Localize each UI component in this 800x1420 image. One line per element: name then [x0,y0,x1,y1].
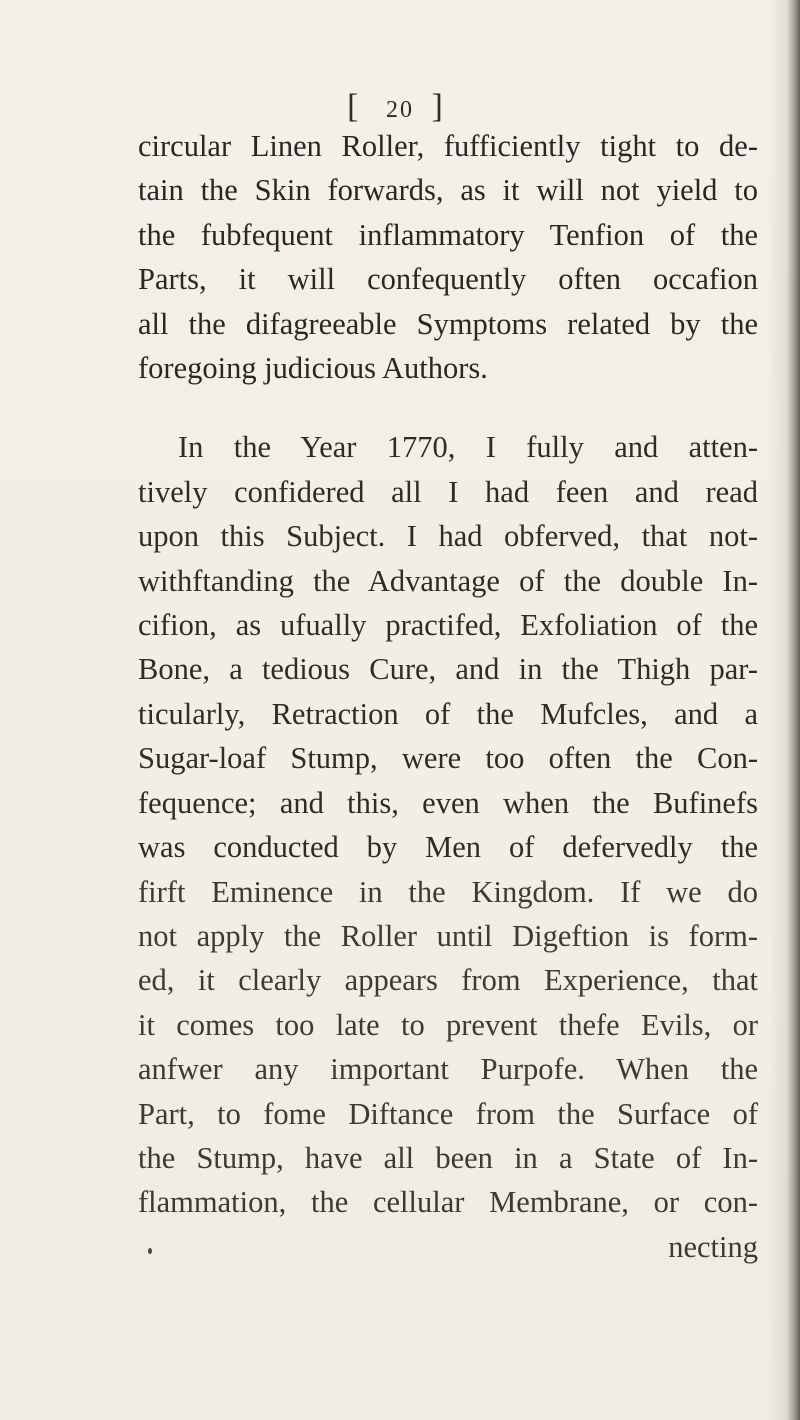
text-line: the Stump, have all been in a State of In- [138,1140,758,1175]
text-line: Part, to fome Diftance from the Surface of [138,1096,758,1131]
text-line: In the Year 1770, I fully and atten- [178,430,758,465]
text-line: Sugar-loaf Stump, were too often the Con- [138,741,758,776]
text-line: withftanding the Advantage of the double In- [138,563,758,598]
text-line: anfwer any important Purpofe. When the [138,1052,758,1087]
catchword: necting [668,1229,758,1264]
header-open-bracket: [ [347,88,369,125]
text-line: upon this Subject. I had obferved, that not- [138,519,758,554]
page-number: 20 [386,97,414,123]
paragraph-2 [138,425,758,1269]
page-header [0,88,800,126]
ink-speck [148,1248,152,1254]
page-spine-shadow [786,0,800,1420]
text-line: Bone, a tedious Cure, and in the Thigh par- [138,652,758,687]
body-text [138,124,758,1269]
header-close-bracket: ] [431,88,453,125]
text-line: Parts, it will confequently often occafion [138,262,758,297]
paragraph-gap [138,390,758,425]
text-line: firft Eminence in the Kingdom. If we do [138,874,758,909]
text-line: fequence; and this, even when the Bufinefs [138,785,758,820]
text-line: ed, it clearly appears from Experience, that [138,963,758,998]
text-line: cifion, as ufually practifed, Exfoliation of the [138,608,758,643]
text-line: all the difagreeable Symptoms related by the [138,306,758,341]
text-line: foregoing judicious Authors. [138,351,488,386]
text-line: circular Linen Roller, fufficiently tight to de- [138,129,758,163]
text-line: tively confidered all I had feen and read [138,474,758,509]
text-line: ticularly, Retraction of the Mufcles, and a [138,696,758,731]
text-line: tain the Skin forwards, as it will not yield to [138,173,758,208]
text-line: the fubfequent inflammatory Tenfion of the [138,217,758,252]
text-line: it comes too late to prevent thefe Evils, or [138,1007,758,1042]
text-line: flammation, the cellular Membrane, or con- [138,1185,758,1220]
text-line: not apply the Roller until Digeftion is form- [138,918,758,953]
text-line: was conducted by Men of defervedly the [138,830,758,865]
paragraph-1 [138,124,758,390]
